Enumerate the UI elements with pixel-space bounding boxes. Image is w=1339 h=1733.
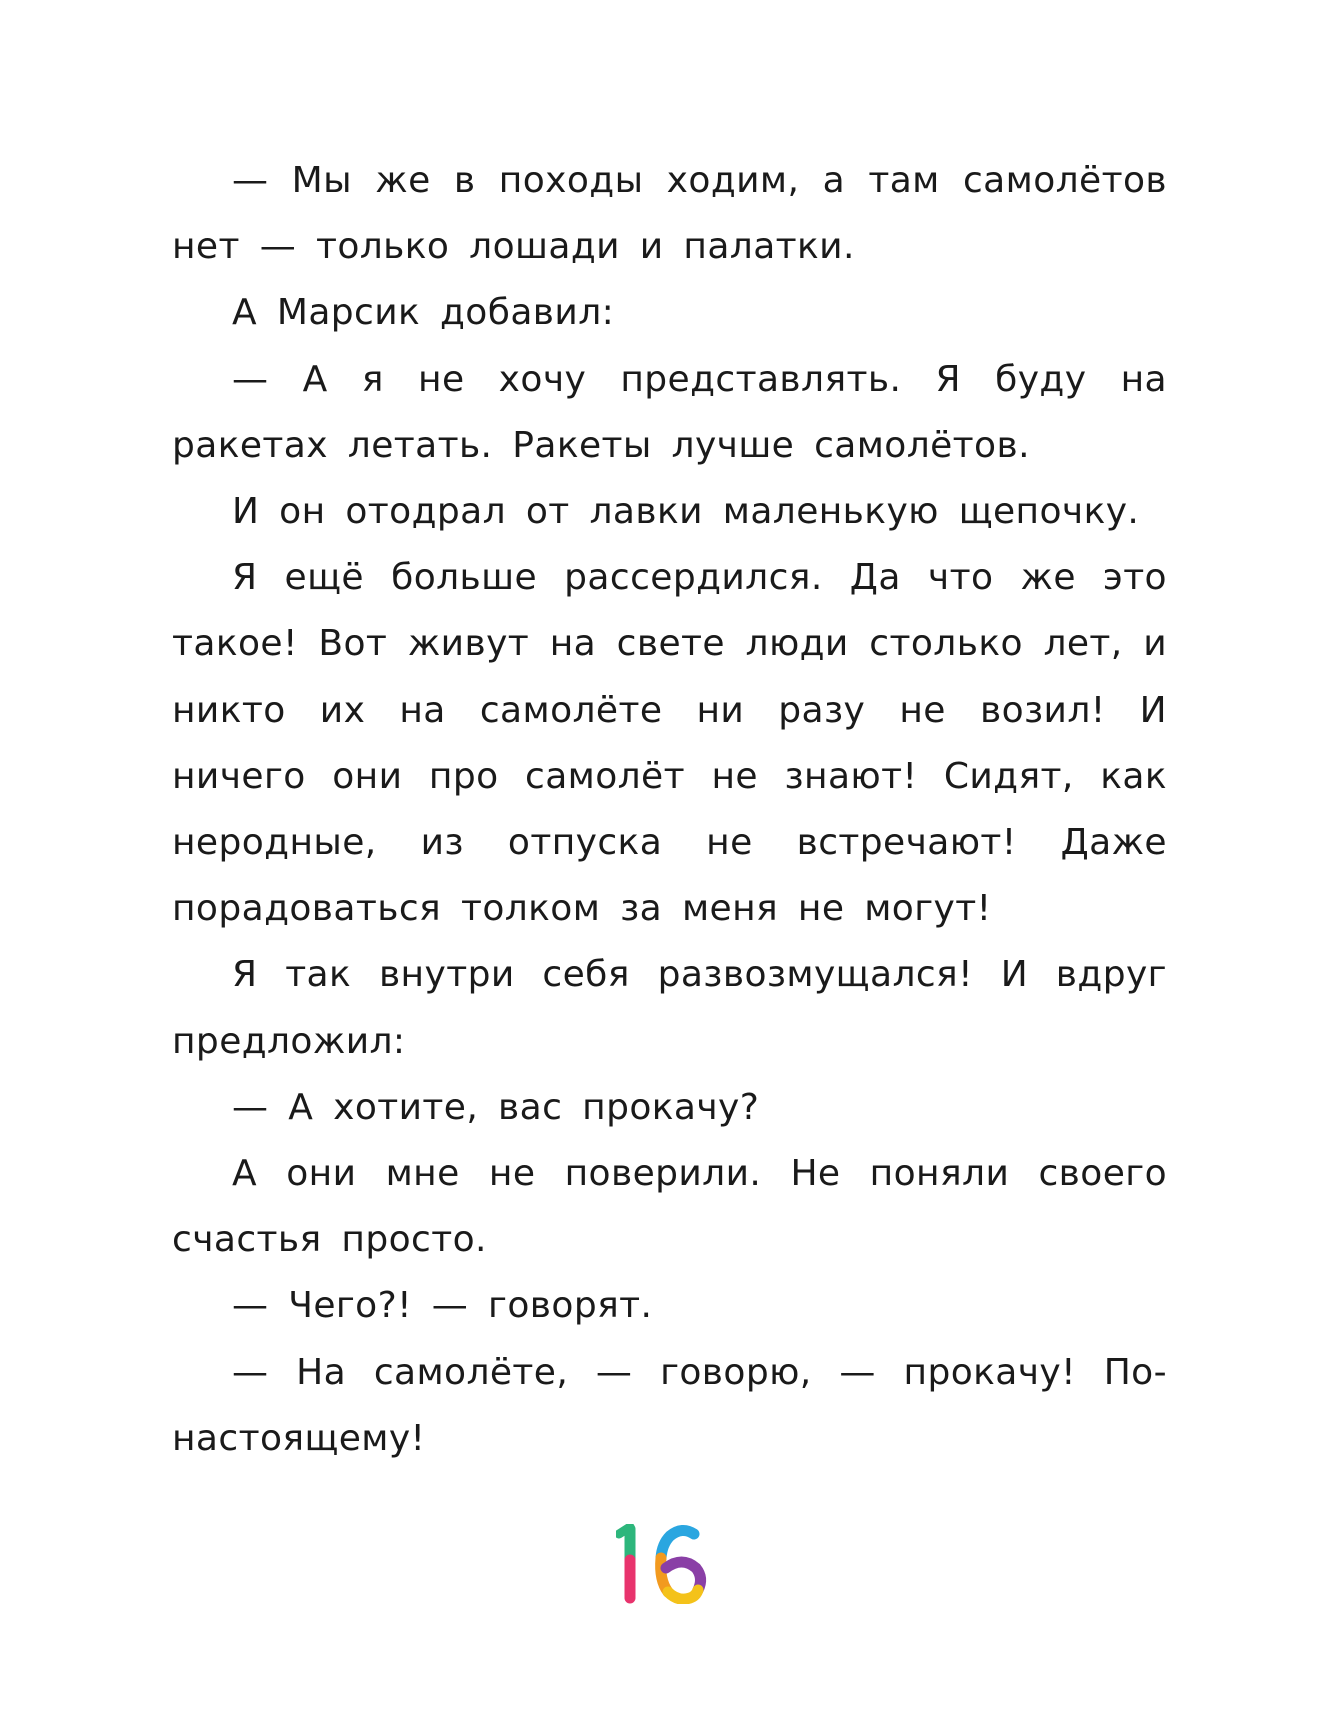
digit-six-top	[661, 1530, 694, 1558]
paragraph-2: А Марсик добавил:	[232, 292, 615, 334]
paragraph-8: А они мне не поверили. Не поняли своего счастья просто.	[172, 1153, 1167, 1261]
paragraph-7: — А хотите, вас прокачу?	[232, 1086, 760, 1128]
paragraph-6: Я так внутри себя развозмущался! И вдруг предложил:	[172, 954, 1167, 1062]
page-number	[616, 1524, 716, 1604]
paragraph-3: — А я не хочу представлять. Я буду на ракетах летать. Ракеты лучше самолётов.	[172, 358, 1167, 466]
digit-six-bottom	[668, 1590, 698, 1599]
story-text	[172, 148, 1167, 1472]
paragraph-10: — На самолёте, — говорю, — прокачу! По-настоящему!	[172, 1351, 1167, 1459]
page-number-graphic	[616, 1524, 716, 1604]
paragraph-4: И он отодрал от лавки маленькую щепочку.	[232, 491, 1140, 533]
paragraph-9: — Чего?! — говорят.	[232, 1285, 653, 1327]
paragraph-5: Я ещё больше рассердился. Да что же это такое! Вот живут на свете люди столько лет, и никто их на самолёте ни разу не возил! И ничего они про самолёт не знают! Сидят, как неродные, из отпуска не встречают! Даже порадоваться толком за меня не могут!	[172, 557, 1167, 930]
paragraph-1: — Мы же в походы ходим, а там самолётов нет — только лошади и палатки.	[172, 160, 1167, 268]
